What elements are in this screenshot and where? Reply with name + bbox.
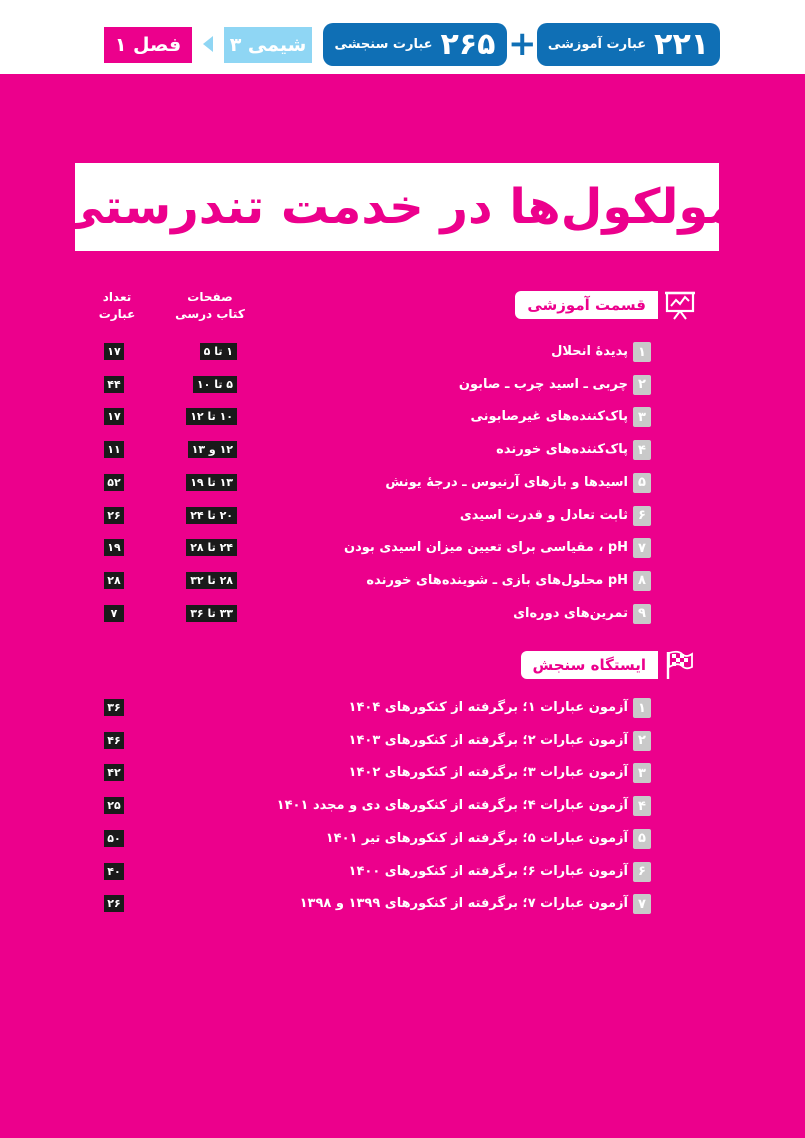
assessment-count-pill [323, 23, 507, 66]
count-header-line2: عبارت [98, 307, 136, 321]
plus-sign: + [508, 24, 537, 64]
pages-column-header [165, 289, 255, 323]
row-label: pH محلول‌های بازی ـ شوینده‌های خورنده [366, 572, 628, 588]
row-number-badge: ۶ [633, 506, 651, 526]
row-number-badge: ۲ [633, 731, 651, 751]
learning-section-header [480, 285, 698, 325]
row-label: pH ، مقیاسی برای تعیین میزان اسیدی بودن [344, 540, 628, 556]
row-label: پاک‌کننده‌های خورنده [496, 442, 628, 458]
chapter-badge: فصل ۱ [104, 27, 192, 63]
table-row [0, 504, 805, 528]
row-pages: ۱۳ تا ۱۹ [186, 474, 237, 491]
top-header-bar [0, 0, 805, 74]
table-row [0, 340, 805, 364]
row-count: ۴۶ [104, 732, 124, 749]
row-number-badge: ۷ [633, 894, 651, 914]
table-row [0, 761, 805, 785]
row-pages: ۲۸ تا ۳۲ [186, 572, 237, 589]
table-row [0, 892, 805, 916]
row-count: ۴۲ [104, 764, 124, 781]
row-label: اسیدها و بازهای آرنیوس ـ درجهٔ یونش [385, 474, 628, 490]
row-number-badge: ۳ [633, 407, 651, 427]
learning-section-title: قسمت آموزشی [515, 291, 658, 319]
table-row [0, 471, 805, 495]
row-pages: ۱۲ و ۱۳ [188, 441, 237, 458]
row-number-badge: ۲ [633, 375, 651, 395]
assessment-count: ۲۶۵ [440, 26, 496, 62]
chevron-left-icon [203, 36, 213, 52]
learning-label: عبارت آموزشی [547, 37, 647, 52]
row-count: ۱۹ [104, 539, 124, 556]
row-count: ۲۸ [104, 572, 124, 589]
row-pages: ۱۰ تا ۱۲ [186, 408, 237, 425]
table-row [0, 536, 805, 560]
row-count: ۲۵ [104, 797, 124, 814]
row-label: آزمون عبارات ۳؛ برگرفته از کنکورهای ۱۴۰۲ [348, 765, 628, 781]
table-row [0, 405, 805, 429]
row-number-badge: ۴ [633, 796, 651, 816]
row-label: آزمون عبارات ۷؛ برگرفته از کنکورهای ۱۳۹۹ و ۱۳۹۸ [299, 896, 628, 912]
row-count: ۵۲ [104, 474, 124, 491]
row-number-badge: ۱ [633, 342, 651, 362]
row-count: ۲۶ [104, 895, 124, 912]
row-label: پاک‌کننده‌های غیرصابونی [470, 409, 628, 425]
assessment-section-title: ایستگاه سنجش [521, 651, 658, 679]
row-number-badge: ۶ [633, 862, 651, 882]
subject-badge: شیمی ۳ [224, 27, 312, 63]
table-row [0, 827, 805, 851]
table-row [0, 696, 805, 720]
row-count: ۱۷ [104, 343, 124, 360]
count-header-line1: تعداد [102, 290, 132, 304]
row-number-badge: ۹ [633, 604, 651, 624]
table-row [0, 438, 805, 462]
page-title: مولکول‌ها در خدمت تندرستی [55, 179, 739, 235]
row-pages: ۵ تا ۱۰ [193, 376, 237, 393]
row-number-badge: ۱ [633, 698, 651, 718]
row-label: آزمون عبارات ۵؛ برگرفته از کنکورهای تیر ۱۴۰۱ [325, 830, 628, 846]
row-number-badge: ۵ [633, 473, 651, 493]
row-label: پدیدهٔ انحلال [551, 344, 628, 359]
row-count: ۳۶ [104, 699, 124, 716]
checkered-flag-icon [662, 645, 698, 685]
row-count: ۵۰ [104, 830, 124, 847]
learning-count: ۲۲۱ [654, 26, 710, 62]
row-count: ۱۱ [104, 441, 124, 458]
row-label: چربی ـ اسید چرب ـ صابون [458, 376, 628, 392]
row-number-badge: ۴ [633, 440, 651, 460]
row-pages: ۳۳ تا ۳۶ [186, 605, 237, 622]
pages-header-line1: صفحات [187, 290, 233, 304]
row-label: آزمون عبارات ۲؛ برگرفته از کنکورهای ۱۴۰۳ [348, 732, 628, 748]
row-label: آزمون عبارات ۴؛ برگرفته از کنکورهای دی و مجدد ۱۴۰۱ [276, 798, 628, 814]
page-title-box [55, 163, 739, 251]
row-count: ۴۴ [104, 376, 124, 393]
row-count: ۱۷ [104, 408, 124, 425]
row-pages: ۱ تا ۵ [200, 343, 237, 360]
row-count: ۴۰ [104, 863, 124, 880]
table-row [0, 794, 805, 818]
table-row [0, 602, 805, 626]
count-column-header [82, 289, 152, 323]
row-count: ۲۶ [104, 507, 124, 524]
table-row [0, 729, 805, 753]
row-number-badge: ۸ [633, 571, 651, 591]
row-label: آزمون عبارات ۱؛ برگرفته از کنکورهای ۱۴۰۴ [348, 700, 628, 715]
row-pages: ۲۴ تا ۲۸ [186, 539, 237, 556]
row-label: ثابت تعادل و قدرت اسیدی [459, 507, 628, 523]
row-label: تمرین‌های دوره‌ای [513, 605, 628, 621]
learning-count-pill [537, 23, 720, 66]
row-label: آزمون عبارات ۶؛ برگرفته از کنکورهای ۱۴۰۰ [348, 863, 628, 879]
assessment-label: عبارت سنجشی [334, 37, 433, 52]
row-pages: ۲۰ تا ۲۴ [186, 507, 237, 524]
row-count: ۷ [104, 605, 124, 622]
assessment-section-header [480, 645, 698, 685]
pages-header-line2: کتاب درسی [175, 307, 245, 321]
table-row [0, 569, 805, 593]
table-row [0, 373, 805, 397]
row-number-badge: ۵ [633, 829, 651, 849]
row-number-badge: ۷ [633, 538, 651, 558]
presentation-chart-icon [662, 285, 698, 325]
row-number-badge: ۳ [633, 763, 651, 783]
table-row [0, 860, 805, 884]
